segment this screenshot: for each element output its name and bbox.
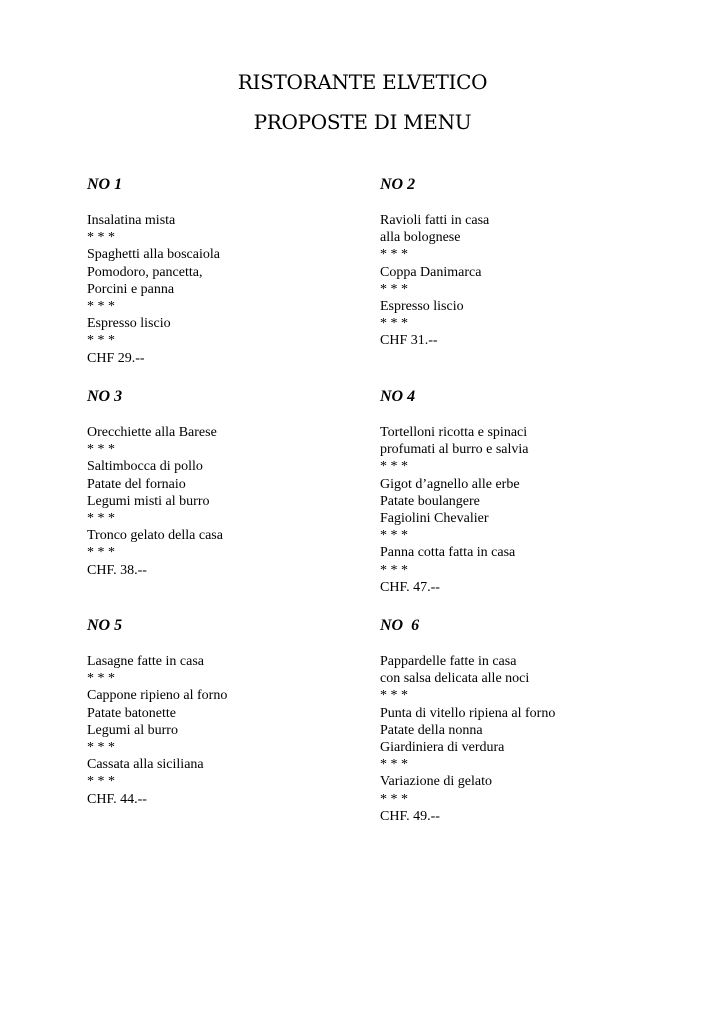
course-separator: * * * <box>87 774 115 790</box>
course-line: Saltimbocca di pollo <box>87 459 203 475</box>
course-separator: * * * <box>87 671 115 687</box>
menu-course-list <box>380 424 680 596</box>
course-separator: * * * <box>380 757 408 773</box>
restaurant-title: RISTORANTE ELVETICO <box>237 70 488 94</box>
menu-block <box>380 175 680 350</box>
course-line: Panna cotta fatta in casa <box>380 545 516 561</box>
course-line: Tronco gelato della casa <box>87 528 223 544</box>
menu-price: CHF 29.-- <box>87 350 145 366</box>
course-separator: * * * <box>380 688 408 704</box>
course-separator: * * * <box>87 299 115 315</box>
course-separator: * * * <box>380 459 408 475</box>
menu-course-list <box>87 212 387 367</box>
menu-heading: NO 1 <box>87 176 123 193</box>
course-line: Fagiolini Chevalier <box>380 511 489 527</box>
course-separator: * * * <box>380 562 408 578</box>
course-line: Insalatina mista <box>87 213 176 228</box>
course-line: Orecchiette alla Barese <box>87 425 217 440</box>
course-line: Patate della nonna <box>380 722 483 738</box>
menu-heading: NO 2 <box>380 176 416 193</box>
course-separator: * * * <box>87 230 115 246</box>
course-separator: * * * <box>87 740 115 756</box>
course-line: Patate boulangere <box>380 493 480 509</box>
course-line: Lasagne fatte in casa <box>87 654 204 669</box>
menu-heading: NO 3 <box>87 388 123 405</box>
menu-heading: NO 4 <box>380 388 416 405</box>
course-line: Cassata alla siciliana <box>87 757 204 773</box>
menu-block <box>380 616 680 825</box>
course-separator: * * * <box>87 511 115 527</box>
menu-price: CHF. 38.-- <box>87 562 147 578</box>
course-line: alla bolognese <box>380 230 461 246</box>
course-line: Giardiniera di verdura <box>380 740 505 756</box>
menu-block <box>87 387 387 579</box>
course-line: Pomodoro, pancetta, <box>87 264 203 280</box>
menu-price: CHF 31.-- <box>380 333 438 349</box>
course-separator: * * * <box>87 333 115 349</box>
course-separator: * * * <box>380 247 408 263</box>
course-separator: * * * <box>87 545 115 561</box>
course-line: Spaghetti alla boscaiola <box>87 247 220 263</box>
course-line: Espresso liscio <box>380 299 464 315</box>
course-separator: * * * <box>380 316 408 332</box>
course-line: Tortelloni ricotta e spinaci <box>380 425 528 440</box>
menu-price: CHF. 47.-- <box>380 579 440 595</box>
menu-proposals-title: PROPOSTE DI MENU <box>253 110 472 134</box>
menu-course-list <box>380 653 680 825</box>
course-line: Patate batonette <box>87 705 177 721</box>
menu-heading: NO 6 <box>380 617 420 634</box>
course-separator: * * * <box>380 281 408 297</box>
course-separator: * * * <box>380 791 408 807</box>
course-line: Legumi al burro <box>87 722 178 738</box>
menu-price: CHF. 49.-- <box>380 808 440 824</box>
course-line: Gigot d’agnello alle erbe <box>380 476 520 492</box>
course-line: Ravioli fatti in casa <box>380 213 490 228</box>
menu-price: CHF. 44.-- <box>87 791 147 807</box>
menu-course-list <box>380 212 680 350</box>
course-line: Legumi misti al burro <box>87 493 210 509</box>
course-line: Porcini e panna <box>87 281 175 297</box>
course-line: Cappone ripieno al forno <box>87 688 228 704</box>
course-line: Variazione di gelato <box>380 774 492 790</box>
course-line: con salsa delicata alle noci <box>380 671 530 687</box>
course-line: profumati al burro e salvia <box>380 442 529 458</box>
course-line: Espresso liscio <box>87 316 171 332</box>
menu-heading: NO 5 <box>87 617 123 634</box>
course-line: Punta di vitello ripiena al forno <box>380 705 556 721</box>
menu-block <box>380 387 680 596</box>
menu-block <box>87 175 387 367</box>
course-line: Patate del fornaio <box>87 476 186 492</box>
menu-block <box>87 616 387 808</box>
course-line: Pappardelle fatte in casa <box>380 654 517 669</box>
menu-course-list <box>87 424 387 579</box>
course-line: Coppa Danimarca <box>380 264 482 280</box>
course-separator: * * * <box>380 528 408 544</box>
menu-course-list <box>87 653 387 808</box>
course-separator: * * * <box>87 442 115 458</box>
